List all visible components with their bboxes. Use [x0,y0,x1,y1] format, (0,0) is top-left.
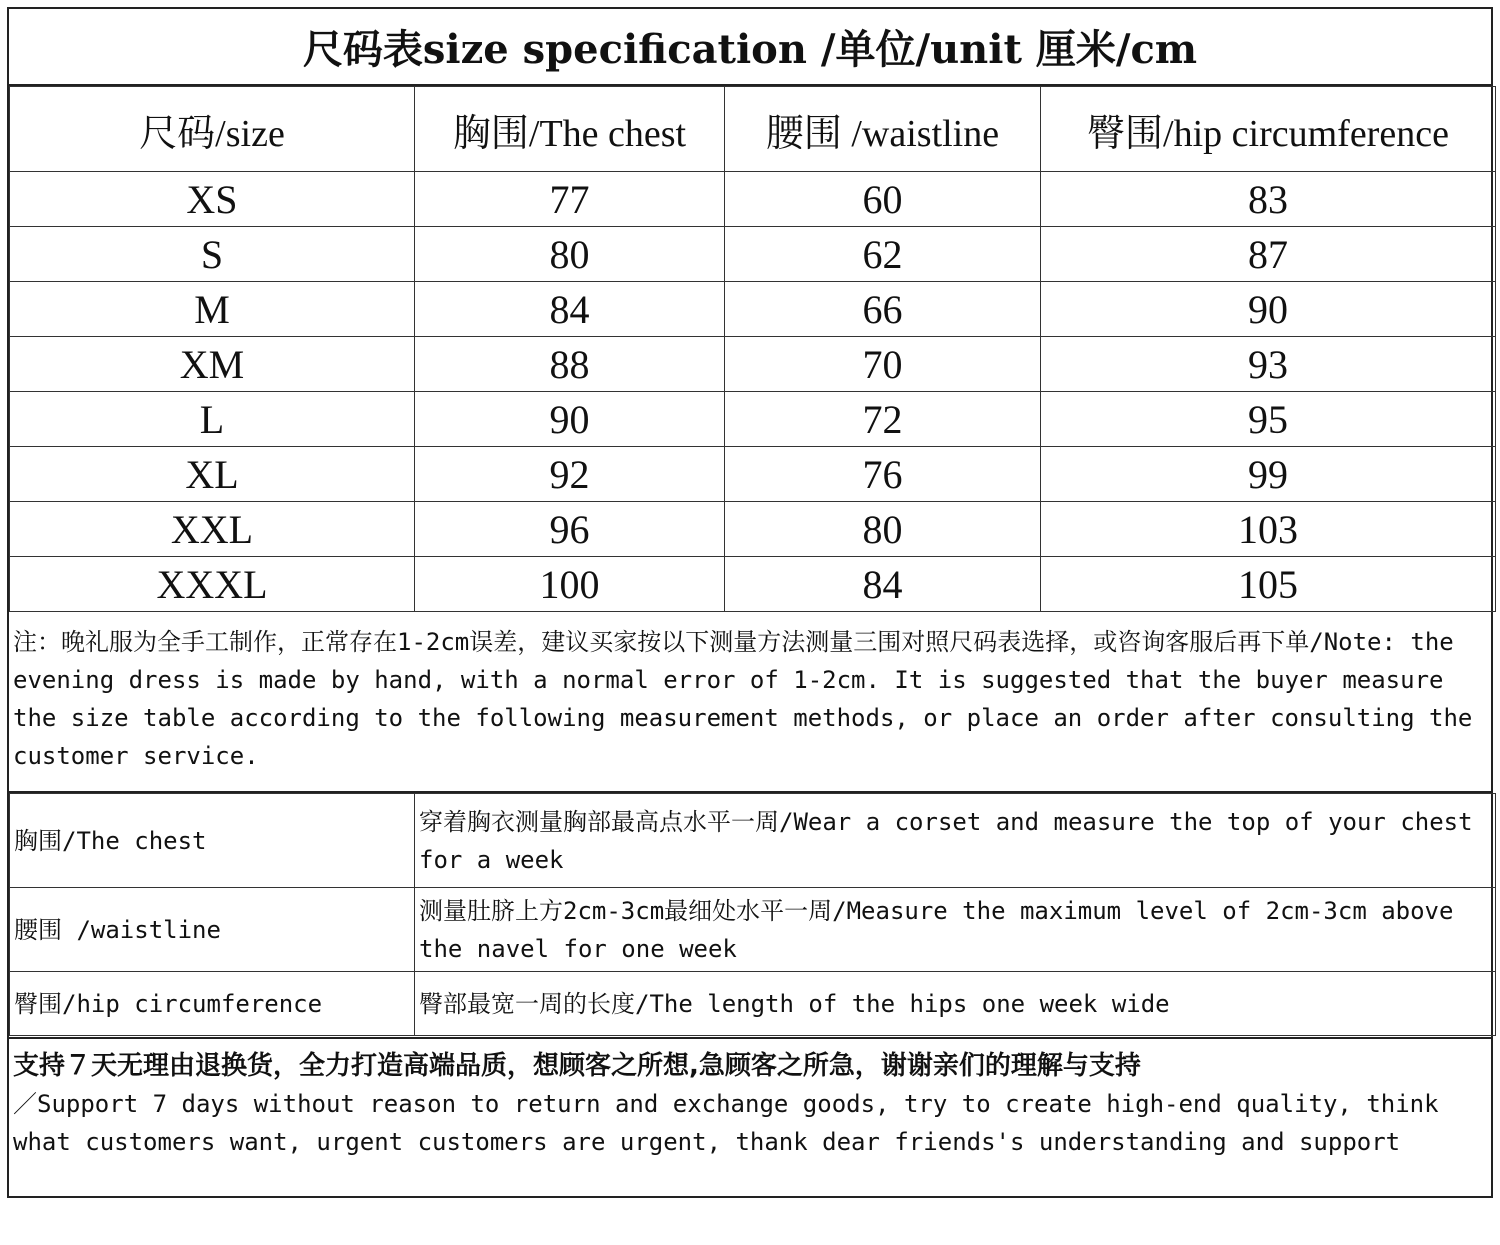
cell-size: XXXL [10,557,415,612]
cell-size: XS [10,172,415,227]
table-row [10,172,1496,227]
table-row [10,447,1496,502]
cell-waist: 66 [725,282,1041,337]
cell-waist: 72 [725,392,1041,447]
header-size: 尺码/size [10,87,415,172]
measurement-method-table [9,793,1496,1036]
cell-size: L [10,392,415,447]
chart-title: 尺码表size specification /单位/unit 厘米/cm [9,9,1491,86]
cell-waist: 76 [725,447,1041,502]
header-hip: 臀围/hip circumference [1041,87,1496,172]
method-name: 腰围 /waistline [10,888,415,972]
cell-hip: 87 [1041,227,1496,282]
table-row [10,337,1496,392]
size-chart [7,7,1493,1198]
cell-chest: 92 [415,447,725,502]
cell-chest: 80 [415,227,725,282]
cell-hip: 93 [1041,337,1496,392]
support-notice-en: ／Support 7 days without reason to return and exchange goods, try to create high-end quality, think what customers want, urgent customers are urgent, thank dear friends's understanding and support [13,1090,1439,1156]
cell-chest: 88 [415,337,725,392]
method-row-chest [10,794,1496,888]
size-table [9,86,1496,612]
header-waist: 腰围 /waistline [725,87,1041,172]
cell-size: XXL [10,502,415,557]
table-row [10,502,1496,557]
cell-hip: 83 [1041,172,1496,227]
cell-waist: 80 [725,502,1041,557]
support-notice [9,1037,1491,1197]
header-chest: 胸围/The chest [415,87,725,172]
table-row [10,282,1496,337]
method-description: 测量肚脐上方2cm-3cm最细处水平一周/Measure the maximum level of 2cm-3cm above the navel for one week [415,888,1496,972]
method-row-hip [10,972,1496,1036]
method-description: 臀部最宽一周的长度/The length of the hips one week wide [415,972,1496,1036]
method-name: 臀围/hip circumference [10,972,415,1036]
method-name: 胸围/The chest [10,794,415,888]
cell-chest: 84 [415,282,725,337]
cell-waist: 60 [725,172,1041,227]
cell-chest: 96 [415,502,725,557]
cell-hip: 99 [1041,447,1496,502]
support-notice-zh: 支持７天无理由退换货，全力打造高端品质，想顾客之所想,急顾客之所急，谢谢亲们的理解与支持 [13,1051,1141,1081]
cell-size: XM [10,337,415,392]
size-table-header-row [10,87,1496,172]
method-description: 穿着胸衣测量胸部最高点水平一周/Wear a corset and measure the top of your chest for a week [415,794,1496,888]
cell-waist: 70 [725,337,1041,392]
cell-waist: 62 [725,227,1041,282]
cell-hip: 95 [1041,392,1496,447]
cell-hip: 103 [1041,502,1496,557]
cell-chest: 77 [415,172,725,227]
method-row-waist [10,888,1496,972]
cell-chest: 90 [415,392,725,447]
table-row [10,227,1496,282]
cell-size: M [10,282,415,337]
table-row [10,392,1496,447]
cell-waist: 84 [725,557,1041,612]
cell-hip: 105 [1041,557,1496,612]
cell-size: S [10,227,415,282]
cell-chest: 100 [415,557,725,612]
note-text: 注：晚礼服为全手工制作，正常存在1-2cm误差，建议买家按以下测量方法测量三围对照尺码表选择，或咨询客服后再下单/Note: the evening dress is made by hand, with a normal error of 1-2cm. It is suggested that the buyer measure the size table according to the following measurement methods, or place an order after consulting the customer service. [9,609,1491,793]
table-row [10,557,1496,612]
cell-hip: 90 [1041,282,1496,337]
cell-size: XL [10,447,415,502]
